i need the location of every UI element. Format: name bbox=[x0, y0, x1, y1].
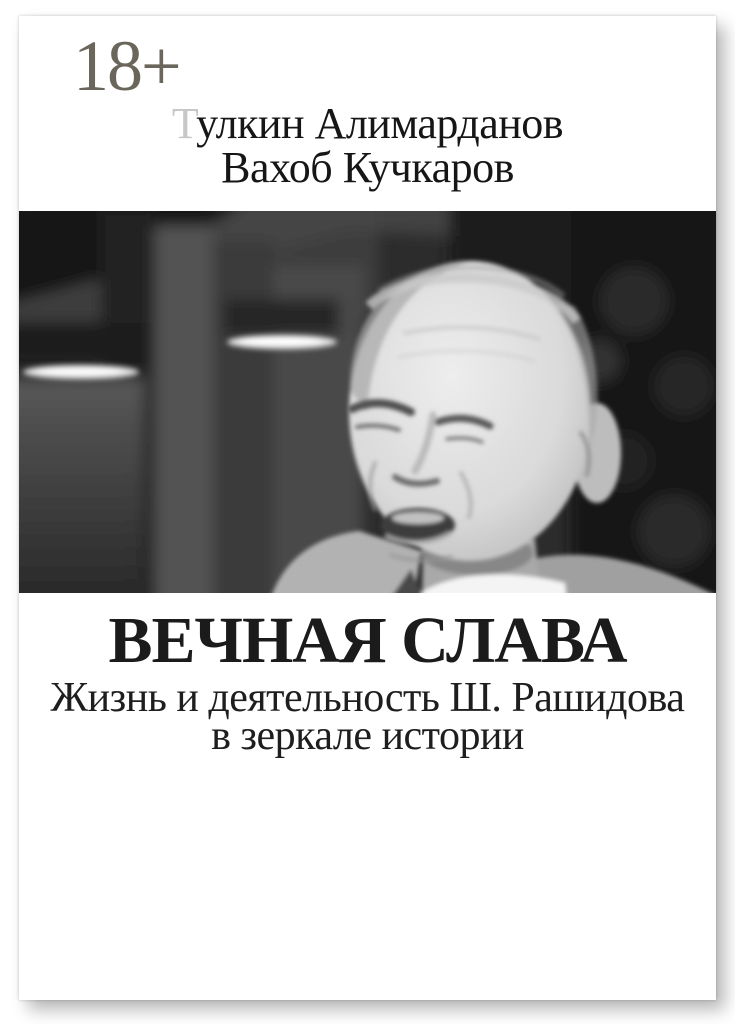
author-name: Тулкин Алимарданов bbox=[171, 99, 564, 148]
book-subtitle bbox=[19, 675, 716, 759]
mouth bbox=[381, 508, 455, 543]
book-title: ВЕЧНАЯ СЛАВА bbox=[108, 604, 627, 677]
cover-photo bbox=[19, 211, 716, 593]
author-names bbox=[19, 99, 716, 192]
portrait-photo-illustration bbox=[19, 211, 716, 593]
subtitle-line: в зеркале истории bbox=[211, 712, 524, 759]
book-cover bbox=[19, 16, 716, 1000]
author-name: Вахоб Кучкаров bbox=[221, 143, 514, 192]
subtitle-line: Жизнь и деятельность Ш. Рашидова bbox=[50, 675, 685, 721]
age-rating-badge: 18+ bbox=[73, 26, 180, 106]
